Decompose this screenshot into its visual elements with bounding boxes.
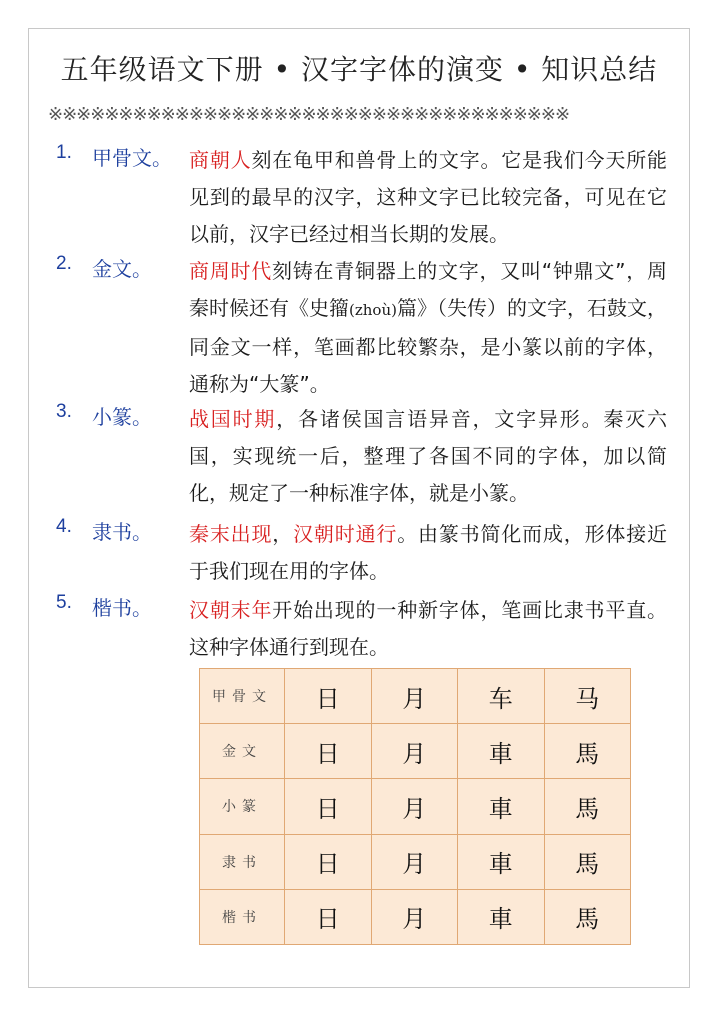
- glyph-cell: [285, 834, 372, 889]
- list-item-regular: [56, 592, 668, 667]
- glyph-cell: [458, 834, 545, 889]
- glyph-cell: [458, 889, 545, 944]
- row-header: 小篆: [200, 779, 285, 834]
- list-item-small-seal: [56, 401, 668, 513]
- item-label: 小篆。: [92, 405, 152, 429]
- glyph-cell: [458, 669, 545, 724]
- item-number: 5.: [56, 592, 72, 613]
- glyph-cell: [544, 779, 631, 834]
- glyph: 月: [402, 905, 427, 934]
- glyph: 马: [575, 684, 600, 713]
- page-title: 五年级语文下册 • 汉字字体的演变 • 知识总结: [60, 53, 658, 86]
- glyph: 馬: [575, 905, 600, 934]
- list-item-oracle-bone: [56, 142, 668, 254]
- item-highlight: 汉朝末年: [189, 598, 273, 622]
- glyph: 馬: [575, 794, 600, 823]
- row-header: 金文: [200, 724, 285, 779]
- glyph: 日: [315, 850, 340, 879]
- glyph: 車: [488, 905, 513, 934]
- glyph-cell: [371, 889, 458, 944]
- item-body: 刻在龟甲和兽骨上的文字。它是我们今天所能见到的最早的汉字，这种文字已比较完备，可见在它以前，汉字已经过相当长期的发展。: [189, 148, 668, 246]
- item-number: 2.: [56, 253, 72, 274]
- row-header: 甲骨文: [200, 669, 285, 724]
- glyph-cell: [371, 724, 458, 779]
- table-row: [200, 834, 631, 889]
- item-body: ，各诸侯国言语异音，文字异形。秦灭六国，实现统一后，整理了各国不同的字体，加以简化，规定了一种标准字体，就是小篆。: [189, 407, 668, 505]
- glyph-cell: [544, 724, 631, 779]
- item-text: [189, 142, 667, 253]
- glyph: 日: [315, 684, 340, 713]
- item-label: 楷书。: [92, 596, 152, 620]
- item-label: 金文。: [92, 257, 152, 281]
- item-highlight: 商周时代: [189, 259, 273, 283]
- list-item-bronze: [56, 253, 668, 403]
- glyph: 馬: [575, 850, 600, 879]
- item-number: 1.: [56, 142, 72, 163]
- table-row: [200, 724, 631, 779]
- item-highlight: 战国时期: [189, 407, 277, 431]
- item-text: [189, 516, 667, 590]
- table-row: [200, 669, 631, 724]
- item-body: 开始出现的一种新字体，笔画比隶书平直。这种字体通行到现在。: [189, 598, 668, 659]
- glyph-cell: [544, 889, 631, 944]
- glyph-cell: [371, 669, 458, 724]
- item-text: [189, 592, 667, 666]
- row-header: 楷书: [200, 889, 285, 944]
- glyph: 日: [315, 794, 340, 823]
- glyph-cell: [371, 779, 458, 834]
- glyph: 车: [488, 684, 513, 713]
- item-number: 3.: [56, 401, 72, 422]
- glyph-cell: [371, 834, 458, 889]
- item-highlight: 商朝人: [189, 148, 252, 172]
- table-row: [200, 779, 631, 834]
- glyph: 月: [402, 684, 427, 713]
- glyph: 日: [315, 905, 340, 934]
- glyph: 月: [402, 739, 427, 768]
- glyph-cell: [544, 834, 631, 889]
- decorative-divider: ※※※※※※※※※※※※※※※※※※※※※※※※※※※※※※※※※※※※※: [48, 104, 570, 125]
- row-header: 隶书: [200, 834, 285, 889]
- script-table: [199, 668, 631, 945]
- item-pinyin: (zhoù): [349, 301, 397, 319]
- glyph-cell: [285, 669, 372, 724]
- glyph: 車: [488, 739, 513, 768]
- item-highlight-2: 汉朝时通行: [293, 522, 398, 546]
- item-number: 4.: [56, 516, 72, 537]
- glyph: 馬: [575, 739, 600, 768]
- item-body: 。由篆书简化而成，形体接近于我们现在用的字体。: [189, 522, 668, 583]
- glyph: 車: [488, 794, 513, 823]
- glyph-cell: [458, 724, 545, 779]
- item-body-b: 篇》（失传）的文字，石鼓文，同金文一样，笔画都比较繁杂，是小篆以前的字体，通称为“大篆”。: [189, 296, 668, 396]
- glyph: 車: [488, 850, 513, 879]
- glyph-cell: [544, 669, 631, 724]
- item-highlight: 秦末出现: [189, 522, 273, 546]
- glyph-cell: [458, 779, 545, 834]
- table-row: [200, 889, 631, 944]
- glyph-cell: [285, 779, 372, 834]
- item-sep: ，: [272, 522, 294, 546]
- list-item-clerical: [56, 516, 668, 591]
- item-text: [189, 253, 667, 403]
- glyph: 日: [315, 739, 340, 768]
- item-label: 隶书。: [92, 520, 152, 544]
- item-text: [189, 401, 667, 512]
- item-label: 甲骨文。: [92, 146, 172, 170]
- glyph: 月: [402, 794, 427, 823]
- glyph-cell: [285, 724, 372, 779]
- script-evolution-table: [199, 668, 631, 945]
- glyph: 月: [402, 850, 427, 879]
- item-body-a: 刻铸在青铜器上的文字，又叫“钟鼎文”，周秦时候还有《史籀: [189, 259, 668, 320]
- glyph-cell: [285, 889, 372, 944]
